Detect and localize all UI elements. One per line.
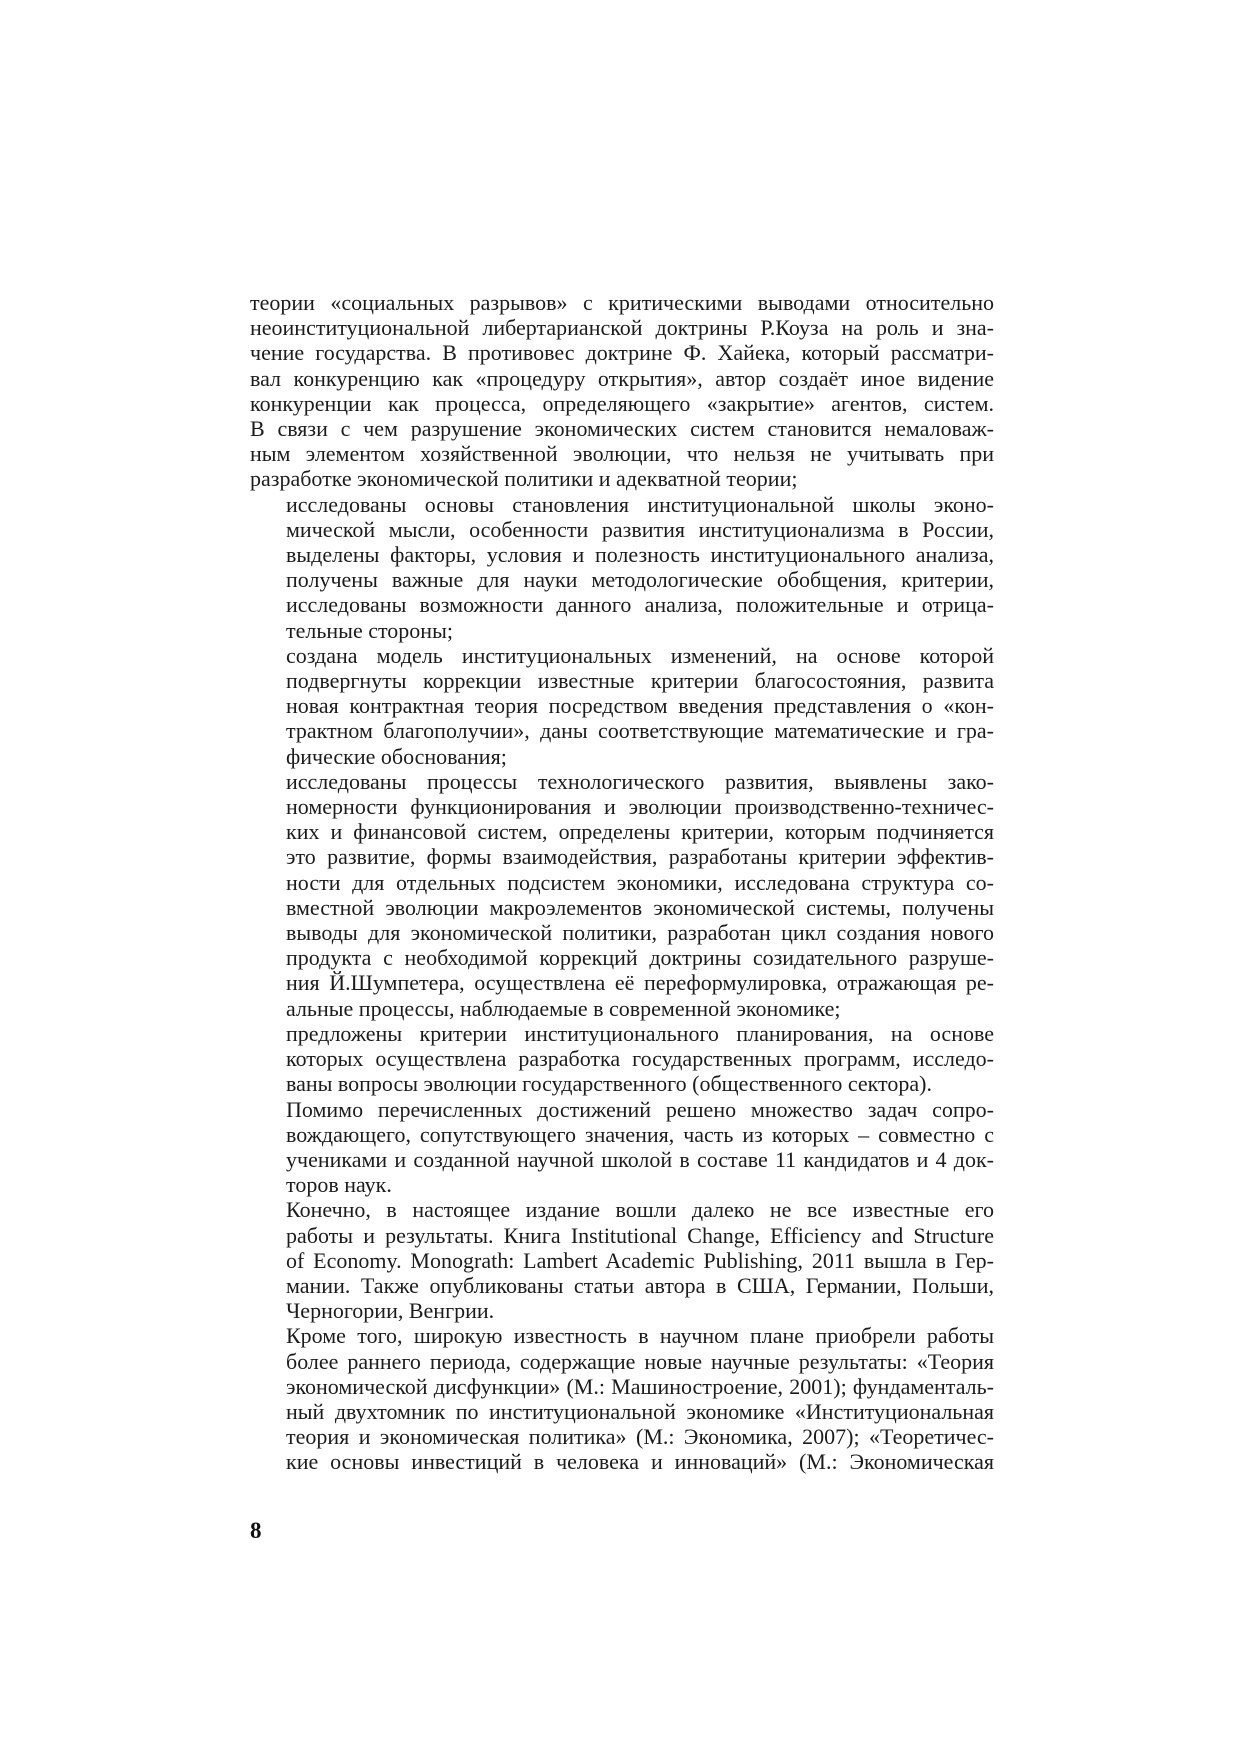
paragraph bbox=[250, 492, 994, 643]
text-line: альные процессы, наблюдаемые в современной экономике; bbox=[286, 995, 841, 1021]
text-line: ваны вопросы эволюции государственного (общественного сектора). bbox=[286, 1071, 932, 1097]
paragraph bbox=[250, 1097, 994, 1198]
text-line: новая контрактная теория посредством введения представления о «кон- bbox=[286, 693, 994, 719]
text-line: чение государства. В противовес доктрине Ф. Хайека, который рассматри- bbox=[250, 340, 994, 366]
text-line: вместной эволюции макроэлементов экономической системы, получены bbox=[286, 894, 994, 920]
text-line: ный двухтомник по институциональной экономике «Институциональная bbox=[286, 1398, 994, 1424]
text-line: учениками и созданной научной школой в составе 11 кандидатов и 4 док- bbox=[286, 1146, 994, 1172]
text-line: Кроме того, широкую известность в научном плане приобрели работы bbox=[286, 1323, 994, 1349]
text-line: фические обоснования; bbox=[286, 743, 507, 769]
text-line: ния Й.Шумпетера, осуществлена её переформулировка, отражающая ре- bbox=[286, 970, 994, 996]
text-line: неоинституциональной либертарианской доктрины Р.Коуза на роль и зна- bbox=[250, 315, 994, 341]
text-line: В связи с чем разрушение экономических систем становится немаловаж- bbox=[250, 416, 994, 442]
text-line: выводы для экономической политики, разработан цикл создания нового bbox=[286, 920, 994, 946]
text-line: экономической дисфункции» (М.: Машиностроение, 2001); фундаменталь- bbox=[286, 1373, 994, 1399]
paragraph bbox=[250, 290, 994, 492]
text-line: это развитие, формы взаимодействия, разработаны критерии эффектив- bbox=[286, 844, 994, 870]
text-line: тельные стороны; bbox=[286, 617, 453, 643]
text-line: исследованы основы становления институциональной школы эконо- bbox=[286, 491, 994, 517]
text-line: Конечно, в настоящее издание вошли далеко не все известные его bbox=[286, 1197, 994, 1223]
text-line: исследованы возможности данного анализа, положительные и отрица- bbox=[286, 592, 994, 618]
text-line: мании. Также опубликованы статьи автора в США, Германии, Польши, bbox=[286, 1272, 994, 1298]
text-line: ких и финансовой систем, определены критерии, которым подчиняется bbox=[286, 819, 994, 845]
text-line: трактном благополучии», даны соответствующие математические и гра- bbox=[286, 718, 994, 744]
text-line: работы и результаты. Книга Institutional Change, Efficiency and Structure bbox=[286, 1222, 994, 1248]
text-line: разработке экономической политики и адекватной теории; bbox=[250, 466, 798, 492]
text-line: Черногории, Венгрии. bbox=[286, 1298, 495, 1324]
text-line: торов наук. bbox=[286, 1172, 392, 1198]
text-line: получены важные для науки методологические обобщения, критерии, bbox=[286, 567, 994, 593]
paragraph bbox=[250, 1323, 994, 1474]
text-line: теории «социальных разрывов» с критическими выводами относительно bbox=[250, 290, 994, 315]
text-line: продукта с необходимой коррекций доктрины созидательного разруше- bbox=[286, 945, 994, 971]
text-line: номерности функционирования и эволюции производственно-техничес- bbox=[286, 794, 994, 820]
text-line: конкуренции как процесса, определяющего «закрытие» агентов, систем. bbox=[250, 390, 994, 416]
text-line: выделены факторы, условия и полезность институционального анализа, bbox=[286, 542, 994, 568]
text-line: мической мысли, особенности развития институционализма в России, bbox=[286, 516, 994, 542]
text-line: Помимо перечисленных достижений решено множество задач сопро- bbox=[286, 1096, 994, 1122]
text-line: кие основы инвестиций в человека и инноваций» (М.: Экономическая bbox=[286, 1449, 994, 1475]
paragraph bbox=[250, 769, 994, 1021]
page-number: 8 bbox=[250, 1518, 262, 1543]
text-line: of Economy. Monograth: Lambert Academic Publishing, 2011 вышла в Гер- bbox=[286, 1247, 994, 1273]
body-text bbox=[250, 290, 994, 1475]
text-line: которых осуществлена разработка государственных программ, исследо- bbox=[286, 1046, 994, 1072]
paragraph bbox=[250, 643, 994, 769]
text-line: вал конкуренцию как «процедуру открытия», автор создаёт иное видение bbox=[250, 365, 994, 391]
text-line: ности для отдельных подсистем экономики, исследована структура со- bbox=[286, 869, 994, 895]
text-line: теория и экономическая политика» (М.: Экономика, 2007); «Теоретичес- bbox=[286, 1424, 994, 1450]
text-line: подвергнуты коррекции известные критерии благосостояния, развита bbox=[286, 668, 994, 694]
text-line: ным элементом хозяйственной эволюции, что нельзя не учитывать при bbox=[250, 441, 994, 467]
paragraph bbox=[250, 1197, 994, 1323]
text-line: более раннего периода, содержащие новые научные результаты: «Теория bbox=[286, 1348, 994, 1374]
text-line: предложены критерии институционального планирования, на основе bbox=[286, 1020, 994, 1046]
text-line: исследованы процессы технологического развития, выявлены зако- bbox=[286, 768, 994, 794]
text-line: вождающего, сопутствующего значения, часть из которых – совместно с bbox=[286, 1121, 994, 1147]
paragraph bbox=[250, 1021, 994, 1097]
text-line: создана модель институциональных изменений, на основе которой bbox=[286, 642, 994, 668]
